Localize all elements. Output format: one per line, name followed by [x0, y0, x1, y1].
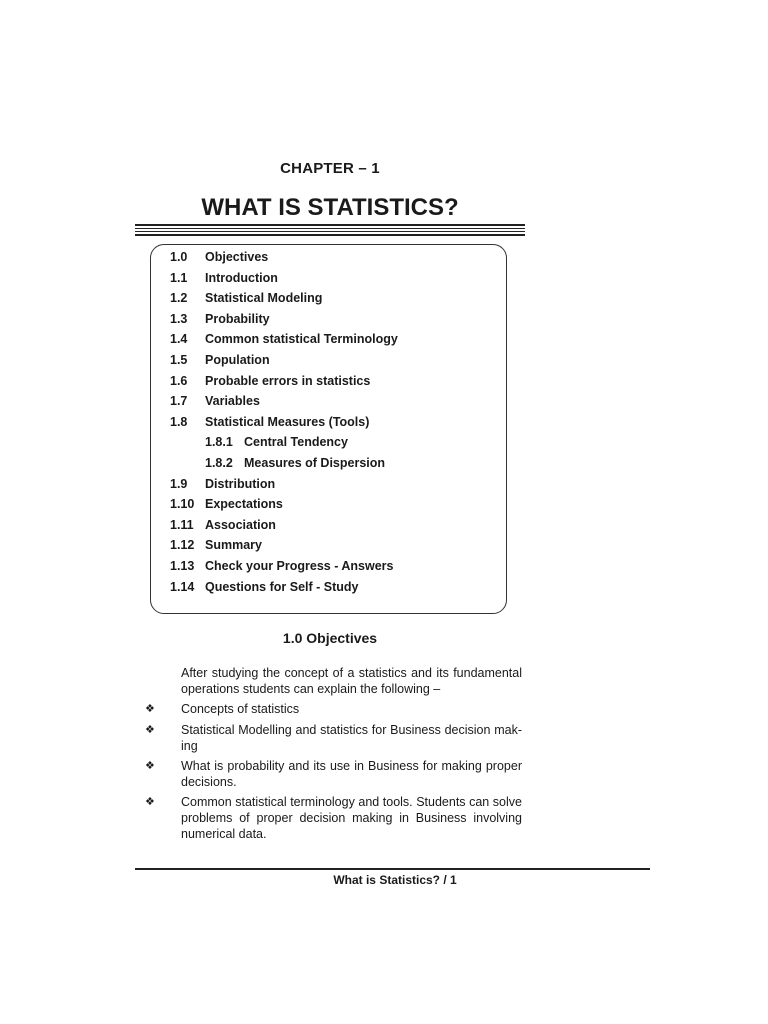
toc-label: Objectives: [205, 250, 269, 264]
toc-number: 1.12: [170, 538, 195, 553]
toc-number: 1.8.2: [205, 456, 233, 470]
toc-label: Probable errors in statistics: [205, 373, 371, 388]
toc-label: Measures of Dispersion: [244, 456, 386, 470]
toc-label: Probability: [205, 311, 270, 326]
bullet-icon: ❖: [145, 703, 155, 715]
page-footer: What is Statistics? / 1: [333, 873, 457, 887]
toc-number: 1.1: [170, 270, 188, 285]
toc-label: Expectations: [205, 497, 283, 512]
toc-number: 1.5: [170, 353, 188, 367]
toc-number: 1.7: [170, 394, 188, 409]
footer-rule: [135, 868, 650, 870]
toc-label: Check your Progress - Answers: [205, 559, 394, 573]
chapter-title: WHAT IS STATISTICS?: [201, 194, 459, 221]
toc-number: 1.6: [170, 373, 188, 388]
objectives-intro: After studying the concept of a statistics and its fundamental operations students can explain the following –: [181, 666, 522, 696]
title-rule: [135, 224, 525, 236]
toc-number: 1.0: [170, 250, 188, 264]
objective-item: Common statistical terminology and tools. Students can solve problems of proper decision making in Business involving numerical data.: [181, 795, 522, 841]
toc-number: 1.4: [170, 332, 188, 347]
toc-number: 1.8: [170, 414, 188, 429]
toc-label: Introduction: [205, 270, 278, 285]
toc-label: Statistical Measures (Tools): [205, 414, 370, 429]
toc-label: Common statistical Terminology: [205, 332, 398, 347]
toc-number: 1.11: [170, 517, 194, 532]
objective-item: Statistical Modelling and statistics for Business decision mak-ing: [181, 723, 522, 753]
chapter-label: CHAPTER – 1: [280, 160, 380, 177]
objective-item: What is probability and its use in Business for making proper decisions.: [181, 759, 522, 789]
toc-number: 1.9: [170, 476, 188, 491]
toc-number: 1.3: [170, 311, 188, 326]
toc-label: Statistical Modeling: [205, 291, 323, 306]
toc-number: 1.10: [170, 497, 195, 512]
toc-label: Central Tendency: [244, 435, 348, 450]
toc-label: Summary: [205, 538, 262, 553]
toc-label: Association: [205, 517, 276, 532]
toc-label: Variables: [205, 394, 260, 409]
bullet-icon: ❖: [145, 760, 155, 772]
toc-number: 1.2: [170, 291, 188, 306]
objective-item: Concepts of statistics: [181, 702, 300, 716]
toc-label: Questions for Self - Study: [205, 579, 359, 594]
bullet-icon: ❖: [145, 724, 155, 736]
bullet-icon: ❖: [145, 796, 155, 808]
toc-number: 1.14: [170, 579, 195, 594]
toc-label: Distribution: [205, 476, 276, 491]
toc-label: Population: [205, 353, 270, 367]
toc-number: 1.8.1: [205, 435, 233, 450]
objectives-heading: 1.0 Objectives: [282, 630, 378, 646]
toc-number: 1.13: [170, 559, 195, 573]
